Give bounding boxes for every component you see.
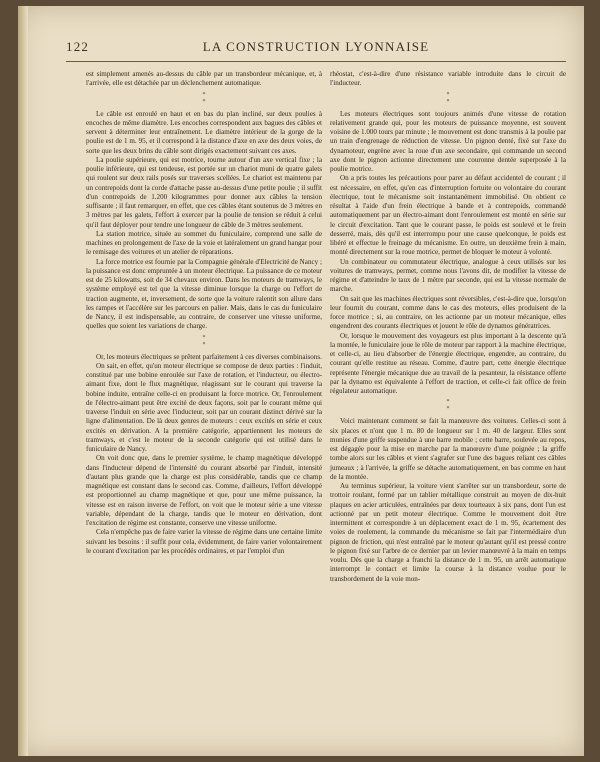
header-rule	[66, 61, 566, 62]
section-separator: * *	[446, 399, 450, 413]
book-page	[18, 6, 584, 756]
left-column	[86, 70, 322, 556]
section-separator: * *	[202, 91, 206, 105]
section-separator: * *	[202, 334, 206, 348]
section-separator: * *	[446, 91, 450, 105]
paragraph: Cela n'empêche pas de faire varier la vitesse de régime dans une certaine limite suivant les besoins : il suffit pour cela, évidemment, de faire varier volontairement le courant d'excitation par les procédés ordinaires, et par l'emploi d'un	[86, 528, 322, 555]
paragraph: Or, lorsque le mouvement des voyageurs est plus important à la descente qu'à la montée, le funiculaire joue le rôle de moteur par rapport à la machine électrique, et celle-ci, au lieu d'absorber de l'énergie électrique, engendre, au contraire, du courant qu'elle restitue au réseau. Comme, d'autre part, cette énergie électrique représente l'énergie mécanique due au travail de la pesanteur, la résistance offerte par la dynamo est équivalente à l'effort de traction, et celle-ci fait office de frein régulateur automatique.	[330, 331, 566, 395]
paragraph: Le câble est enroulé en haut et en bas du plan incliné, sur deux poulies à encoches de même diamètre. Les encoches correspondent aux bagues des câbles et servent à déterminer leur entraînement. Le diamètre intérieur de la gorge de la poulie est de 1 m. 95, et il correspond à la distance d'axe en axe des deux voies, de sorte que les deux brins du câble sont dirigés exactement suivant ces axes.	[86, 109, 322, 155]
paragraph: On sait, en effet, qu'un moteur électrique se compose de deux parties : l'induit, constitué par une bobine enroulée sur l'axe de rotation, et l'inducteur, ou électro-aimant fixe, dont le flux magnétique, réagissant sur le courant qui traverse la bobine induite, entraîne celle-ci en produisant la force motrice. Or, l'enroulement de l'électro-aimant peut être excité de deux façons, soit par le courant même qui traverse l'induit en série avec l'inducteur, soit par un courant distinct dérivé sur la ligne d'alimentation. De là deux genres de moteurs : ceux excités en série et ceux excités en dérivation. A la première catégorie, appartiennent les moteurs de tramways, et c'est le moteur de la seconde catégorie qui est utilisé dans le funiculaire de Nancy.	[86, 361, 322, 453]
paragraph: La poulie supérieure, qui est motrice, tourne autour d'un axe vertical fixe ; la poulie inférieure, qui est tendeuse, est portée sur un chariot muni de quatre galets qui roulent sur deux rails posés sur traverses scellées. Le chariot est maintenu par un contrepoids dont la corde d'attache passe au-dessus d'une petite poulie ; il suffit d'un contrepoids de 1.200 kilogrammes pour donner aux câbles la tension suffisante ; il faut remarquer, en effet, que ces câbles étant soutenus de 3 mètres en 3 mètres par les galets, l'effort à exercer par la poulie de tension se réduit à celui qu'il faut déployer pour tendre une longueur de câble de 3 mètres seulement.	[86, 155, 322, 229]
paragraph: Les moteurs électriques sont toujours animés d'une vitesse de rotation relativement grande qui, pour les moteurs de puissance moyenne, est souvent voisine de 1.000 tours par minute ; le mouvement est donc transmis à la poulie par un train d'engrenage de réduction de vitesse. Un pignon denté, fixé sur l'axe du dynamoteur, engrène avec la roue d'un axe secondaire, qui commande un second axe dont le pignon actionne directement une couronne dentée superposée à la poulie motrice.	[330, 109, 566, 173]
paragraph: Au terminus supérieur, la voiture vient s'arrêter sur un transbordeur, sorte de trottoir roulant, formé par un tablier métallique construit au moyen de dix-huit plaques en acier articulées, entraînées par deux tourteaux à six pans, dont l'un est actionné par un petit moteur électrique. Comme le mouvement doit être intermittent et correspondre à un déplacement exact de 1 m. 95, écartement des voies de roulement, la commande du mécanisme se fait par l'intermédiaire d'un pignon de friction, qui n'est entraîné par le moteur qu'autant qu'il est pressé contre le pignon fixé sur l'arbre de ce dernier par un levier manœuvré à la main en temps voulu. Dès que la charge a franchi la distance de 1 m. 95, un arrêt automatique interrompt le contact et limite la course à la distance voulue pour le transbordement de la voie mon-	[330, 482, 566, 583]
paragraph: On sait que les machines électriques sont réversibles, c'est-à-dire que, lorsqu'on leur fournit du courant, comme dans le cas des moteurs, elles produisent de la force motrice ; si, au contraire, on les actionne par un moteur mécanique, elles engendrent des courants électriques et jouent le rôle de dynamos génératrices.	[330, 294, 566, 331]
paragraph: La force motrice est fournie par la Compagnie générale d'Electricité de Nancy ; la puissance est donc empruntée à un moteur électrique. La puissance de ce moteur est de 25 kilowatts, soit de 34 chevaux environ. Dans les moteurs de tramways, le système employé est tel que la vitesse diminue lorsque la charge ou l'effort de traction augmente, et, inversement, de sorte que la voiture ralentit son allure dans les rampes et l'accélère sur les parcours en palier. Mais, dans le cas du funiculaire de Nancy, il est indispensable, au contraire, de conserver une vitesse uniforme, quelles que soient les variations de charge.	[86, 257, 322, 331]
page-number: 122	[66, 39, 90, 54]
paragraph: Voici maintenant comment se fait la manœuvre des voitures. Celles-ci sont à six places et n'ont que 1 m. 80 de longueur sur 1 m. 40 de largeur. Elles sont munies d'une griffe suspendue à une barre mobile ; cette barre, soulevée au repos, est dégagée pour la mise en marche par la manœuvre d'une poignée ; la griffe tombe alors sur les câbles et vient s'agrafer sur l'une des bagues reliant ces câbles jumeaux ; à l'arrivée, la griffe se détache automatiquement, en bas comme en haut de la montée.	[330, 417, 566, 481]
page-header	[66, 39, 566, 59]
page-spine-shadow	[18, 6, 28, 756]
paragraph: La station motrice, située au sommet du funiculaire, comprend une salle de machines en prolongement de l'axe de la voie et latéralement un grand hangar pour le remisage des voitures et un atelier de réparations.	[86, 229, 322, 257]
running-title: LA CONSTRUCTION LYONNAISE	[202, 39, 430, 54]
paragraph: Un combinateur ou commutateur électrique, analogue à ceux utilisés sur les voitures de tramways, permet, comme nous l'avons dit, de modifier la vitesse de régime et d'atteindre le taux de 1 mètre par seconde, qui est la vitesse normale de marche.	[330, 257, 566, 294]
paragraph: rhéostat, c'est-à-dire d'une résistance variable introduite dans le circuit de l'inducteur.	[330, 70, 566, 88]
paragraph: On a pris toutes les précautions pour parer au défaut accidentel de courant ; il est nécessaire, en effet, qu'en cas d'interruption fortuite ou volontaire du courant électrique, tout le mécanisme soit instantanément immobilisé. On obtient ce résultat à l'aide d'un frein électrique à bande et à contrepoids, commandé automatiquement par un électro-aimant dont l'enroulement est monté en série sur le circuit d'excitation. Tant que le courant passe, le poids est soulevé et le frein desserré, mais, dès qu'il est interrompu pour une cause quelconque, le poids est libéré et effectue le freinage du mécanisme. En outre, un deuxième frein à main, monté directement sur la roue motrice, permet de bloquer le moteur à volonté.	[330, 174, 566, 257]
right-column	[330, 70, 566, 584]
paragraph: Or, les moteurs électriques se prêtent parfaitement à ces diverses combinaisons.	[96, 352, 322, 361]
paragraph: est simplement amenés au-dessus du câble par un transbordeur mécanique, et, à l'arrivée, elle est détachée par un déclenchement automatique.	[86, 70, 322, 88]
paragraph: On voit donc que, dans le premier système, le champ magnétique développé dans l'inducteur dépend de l'intensité du courant absorbé par l'induit, intensité d'autant plus grande que la charge est plus considérable, tandis que ce champ magnétique est constant dans le second cas. Comme, d'ailleurs, l'effort développé est proportionnel au champ magnétique et que, pour une même puissance, la vitesse est en raison inverse de l'effort, on voit que le moteur série a une vitesse variable, dépendant de la charge, tandis que le moteur en dérivation, dont l'excitation de régime est constante, conserve une vitesse uniforme.	[86, 454, 322, 527]
